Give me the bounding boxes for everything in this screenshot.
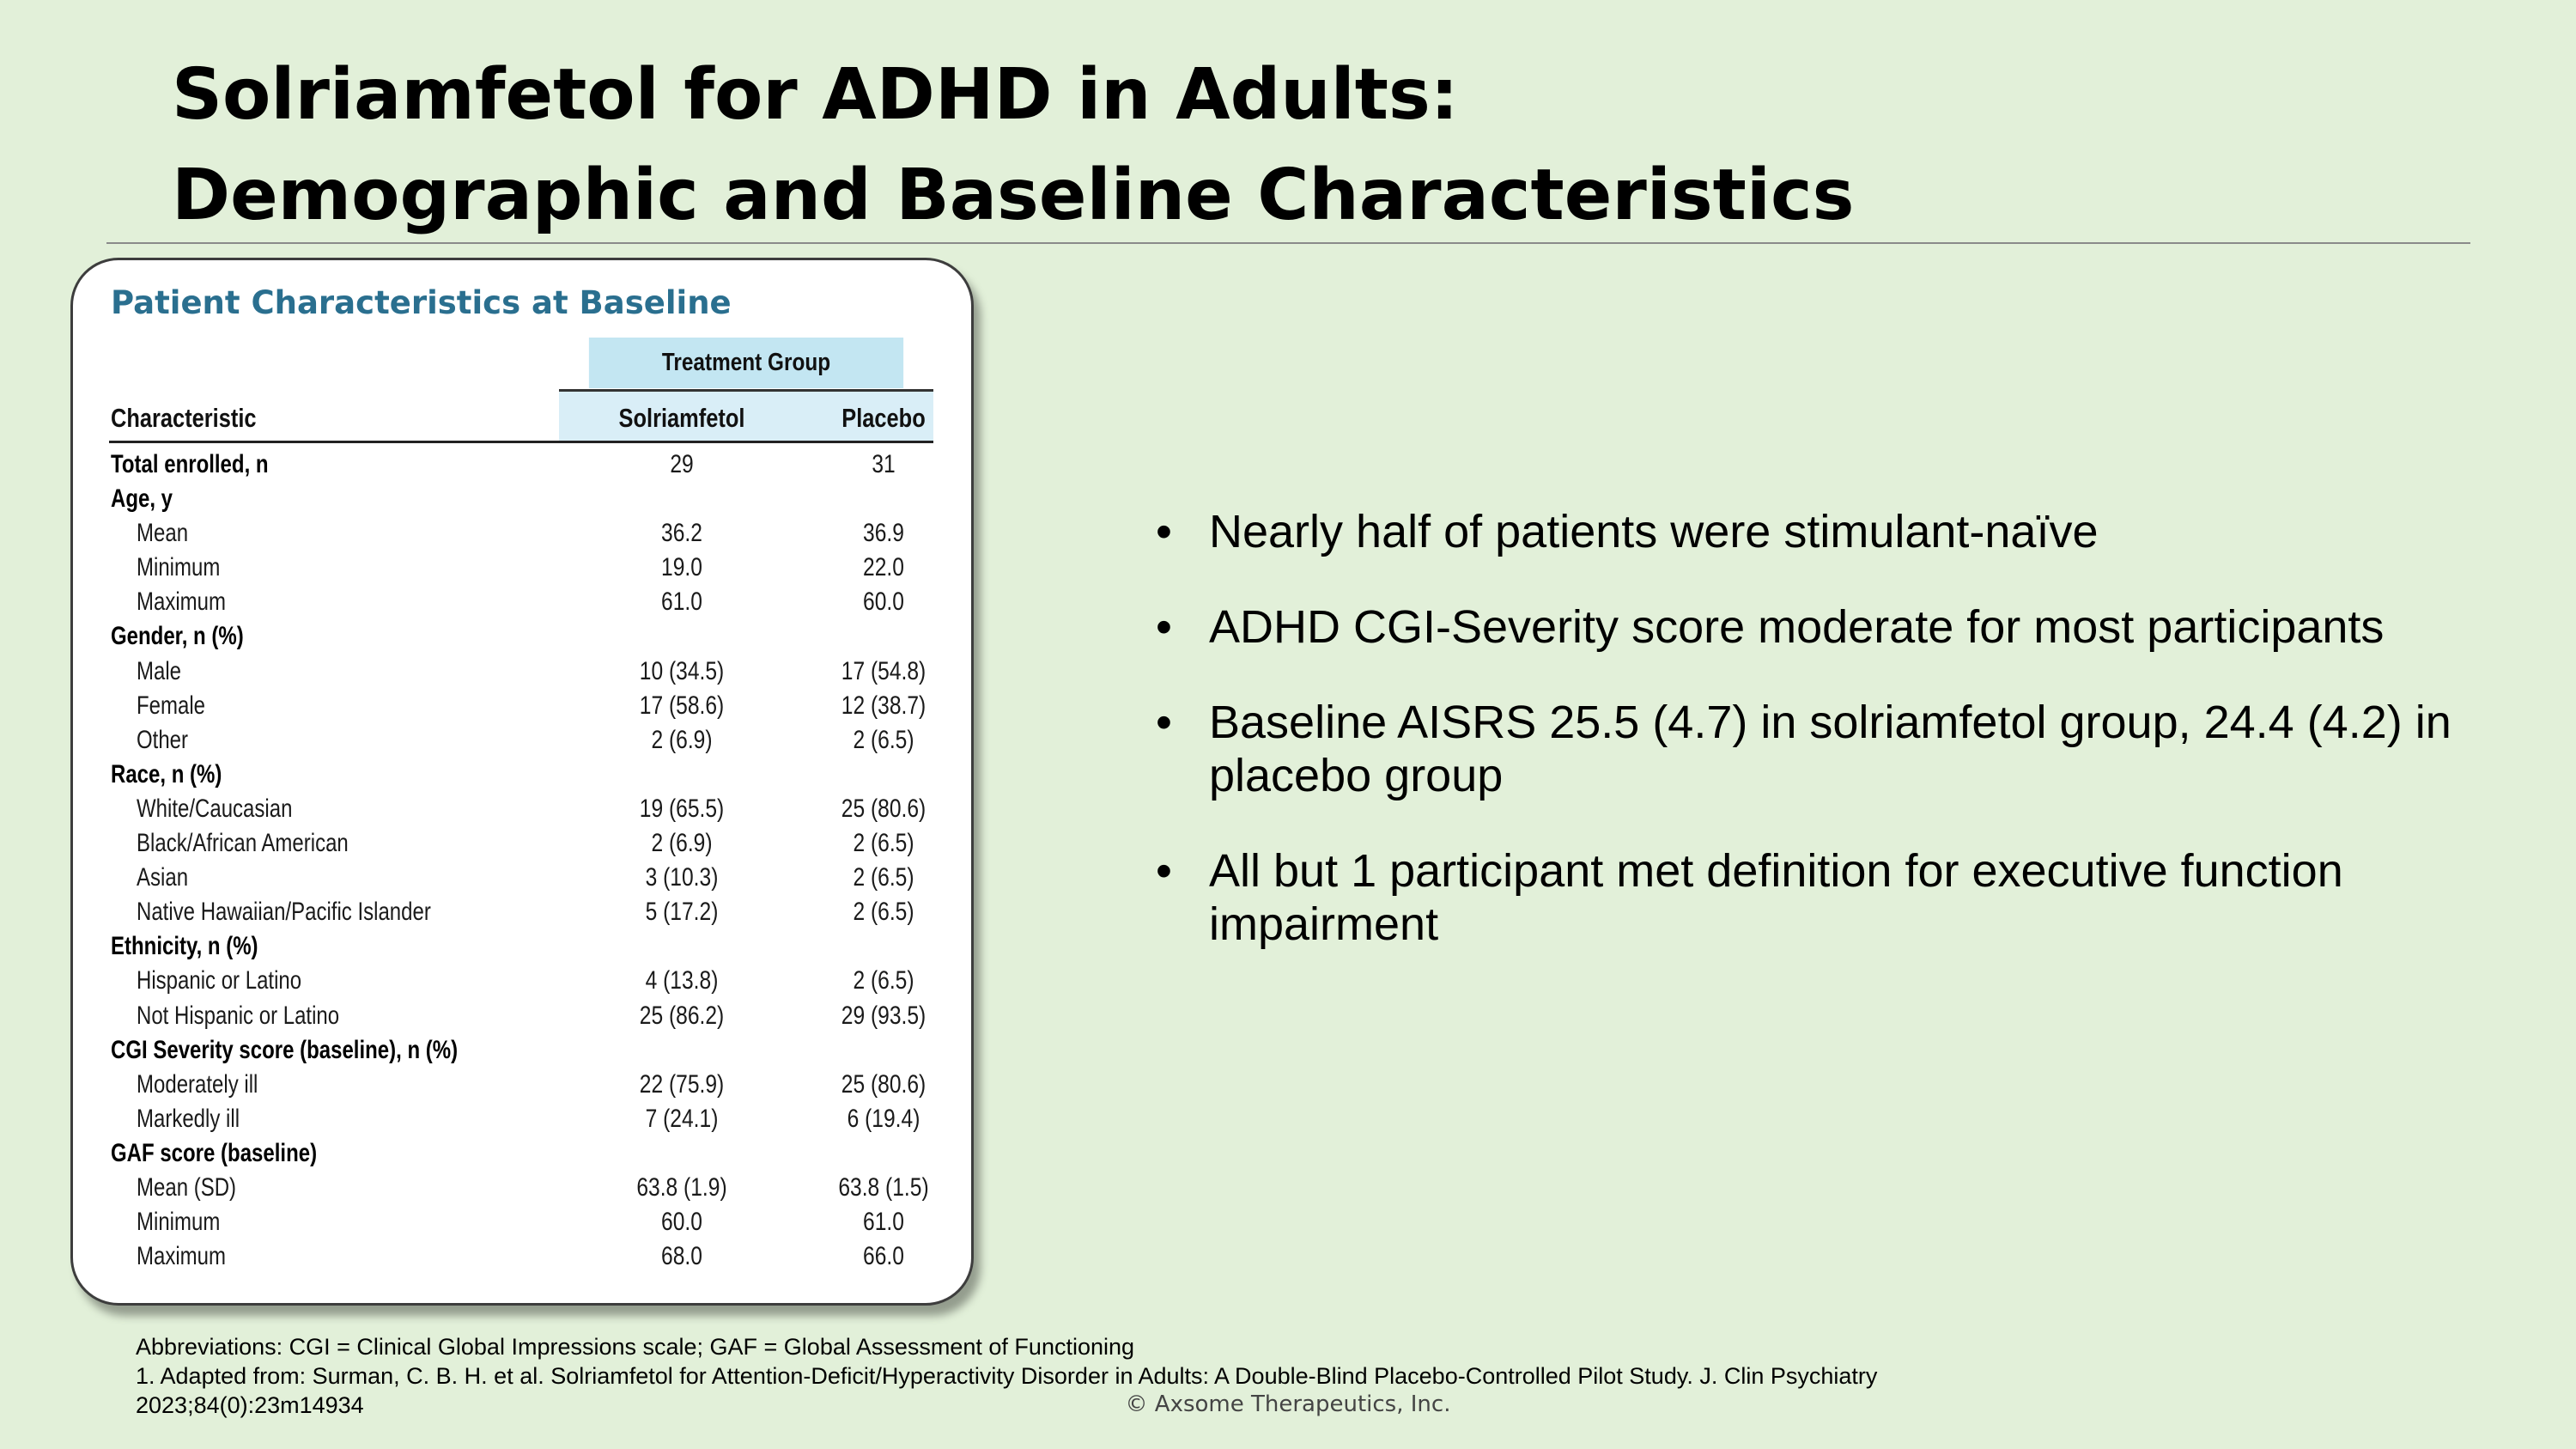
title-divider — [106, 242, 2470, 244]
placebo-value: 17 (54.8) — [841, 656, 927, 685]
bullet-marker: • — [1156, 697, 1172, 748]
slide-title-line-1: Solriamfetol for ADHD in Adults: — [172, 54, 1459, 136]
table-row — [111, 582, 935, 617]
table-row — [111, 1202, 935, 1237]
placebo-value — [813, 1134, 954, 1168]
row-label: Minimum — [137, 1208, 221, 1237]
solriamfetol-value: 36.2 — [661, 519, 702, 548]
baseline-characteristics-table-card — [70, 258, 974, 1306]
table-section-row — [111, 1134, 935, 1168]
row-label: Male — [137, 656, 182, 685]
solriamfetol-value: 3 (10.3) — [645, 863, 719, 892]
table-row — [111, 789, 935, 824]
column-header-solriamfetol: Solriamfetol — [618, 403, 745, 433]
placebo-value — [813, 1031, 954, 1065]
table-row — [111, 721, 935, 755]
solriamfetol-value: 2 (6.9) — [651, 829, 713, 858]
row-label: Maximum — [137, 1242, 227, 1271]
placebo-value: 22.0 — [863, 553, 904, 582]
row-label: Moderately ill — [137, 1069, 258, 1099]
placebo-value: 31 — [872, 450, 896, 478]
solriamfetol-value: 25 (86.2) — [639, 1001, 725, 1030]
row-label: Other — [137, 725, 189, 754]
bullet-text: Baseline AISRS 25.5 (4.7) in solriamfetol group, 24.4 (4.2) in placebo group — [1209, 697, 2451, 801]
placebo-value: 6 (19.4) — [847, 1104, 920, 1133]
bullet-text: Nearly half of patients were stimulant-naïve — [1209, 506, 2099, 557]
row-label: Markedly ill — [137, 1104, 240, 1133]
table-row — [111, 1065, 935, 1099]
solriamfetol-value: 19.0 — [661, 553, 702, 582]
key-findings-list — [1156, 505, 2495, 993]
row-label: Native Hawaiian/Pacific Islander — [137, 898, 431, 927]
solriamfetol-value — [611, 1031, 752, 1065]
solriamfetol-value: 17 (58.6) — [639, 691, 725, 720]
slide-title-line-2: Demographic and Baseline Characteristics — [172, 155, 1855, 236]
solriamfetol-value: 10 (34.5) — [639, 656, 725, 685]
solriamfetol-value — [611, 479, 752, 514]
row-label: Race, n (%) — [111, 759, 222, 788]
reference-line-2: 2023;84(0):23m14934 — [136, 1392, 364, 1418]
table-body — [111, 445, 935, 1271]
row-label: Age, y — [111, 484, 173, 514]
solriamfetol-value: 68.0 — [661, 1242, 702, 1271]
bullet-marker: • — [1156, 601, 1172, 653]
placebo-value: 2 (6.5) — [853, 898, 914, 927]
table-section-row — [111, 755, 935, 789]
table-row — [111, 548, 935, 582]
bullet-item — [1156, 505, 2495, 558]
bullet-text: All but 1 participant met definition for executive function impairment — [1209, 845, 2343, 950]
bullet-marker: • — [1156, 506, 1172, 557]
table-row — [111, 686, 935, 721]
treatment-group-header: Treatment Group — [589, 338, 903, 388]
reference-line-1: 1. Adapted from: Surman, C. B. H. et al. Solriamfetol for Attention-Deficit/Hyperactivity Disorder in Adults: A Double-Blind Placebo-Controlled Pilot Study. J. Clin Psychiatry — [136, 1363, 1878, 1389]
solriamfetol-value — [611, 755, 752, 789]
row-label: Maximum — [137, 588, 227, 617]
solriamfetol-value: 7 (24.1) — [645, 1104, 719, 1133]
solriamfetol-value: 63.8 (1.9) — [636, 1172, 727, 1202]
placebo-value: 29 (93.5) — [841, 1001, 927, 1030]
placebo-value — [813, 617, 954, 651]
row-label: Female — [137, 691, 206, 720]
table-header-rule — [109, 441, 933, 443]
solriamfetol-value: 4 (13.8) — [645, 966, 719, 995]
placebo-value: 25 (80.6) — [841, 794, 927, 823]
solriamfetol-value: 2 (6.9) — [651, 725, 713, 754]
table-row — [111, 1168, 935, 1202]
placebo-value — [813, 479, 954, 514]
table-row — [111, 1237, 935, 1271]
placebo-value — [813, 755, 954, 789]
placebo-value: 66.0 — [863, 1242, 904, 1271]
table-section-row — [111, 617, 935, 651]
bullet-item — [1156, 696, 2495, 802]
bullet-item — [1156, 600, 2495, 654]
placebo-value — [813, 927, 954, 961]
row-label: CGI Severity score (baseline), n (%) — [111, 1035, 459, 1064]
placebo-value: 63.8 (1.5) — [838, 1172, 929, 1202]
placebo-value: 2 (6.5) — [853, 863, 914, 892]
copyright-notice: © Axsome Therapeutics, Inc. — [1125, 1391, 1451, 1417]
table-row — [111, 824, 935, 858]
table-section-row — [111, 1031, 935, 1065]
solriamfetol-value: 61.0 — [661, 588, 702, 617]
row-label: Hispanic or Latino — [137, 966, 302, 995]
row-label: Not Hispanic or Latino — [137, 1001, 340, 1030]
placebo-value: 12 (38.7) — [841, 691, 927, 720]
placebo-value: 2 (6.5) — [853, 829, 914, 858]
bullet-marker: • — [1156, 845, 1172, 897]
row-label: Mean — [137, 519, 189, 548]
placebo-value: 60.0 — [863, 588, 904, 617]
row-label: Total enrolled, n — [111, 450, 269, 478]
row-label: Asian — [137, 863, 189, 892]
row-label: Mean (SD) — [137, 1172, 237, 1202]
row-label: Ethnicity, n (%) — [111, 932, 258, 961]
table-row — [111, 858, 935, 892]
table-section-row — [111, 927, 935, 961]
table-row — [111, 996, 935, 1031]
bullet-text: ADHD CGI-Severity score moderate for most participants — [1209, 601, 2385, 653]
table-row — [111, 892, 935, 927]
row-label: Gender, n (%) — [111, 622, 244, 651]
solriamfetol-value: 5 (17.2) — [645, 898, 719, 927]
solriamfetol-value — [611, 927, 752, 961]
slide-title — [172, 45, 2404, 246]
row-label: GAF score (baseline) — [111, 1138, 318, 1167]
table-section-row — [111, 445, 935, 479]
table-heading: Patient Characteristics at Baseline — [111, 284, 732, 321]
solriamfetol-value: 19 (65.5) — [639, 794, 725, 823]
table-row — [111, 514, 935, 548]
solriamfetol-value: 22 (75.9) — [639, 1069, 725, 1099]
column-header-characteristic: Characteristic — [111, 403, 257, 433]
solriamfetol-value: 60.0 — [661, 1208, 702, 1237]
placebo-value: 2 (6.5) — [853, 725, 914, 754]
placebo-value: 36.9 — [863, 519, 904, 548]
table-row — [111, 652, 935, 686]
solriamfetol-value — [611, 617, 752, 651]
placebo-value: 25 (80.6) — [841, 1069, 927, 1099]
table-row — [111, 961, 935, 995]
solriamfetol-value: 29 — [670, 450, 694, 478]
solriamfetol-value — [611, 1134, 752, 1168]
placebo-value: 2 (6.5) — [853, 966, 914, 995]
bullet-item — [1156, 844, 2495, 951]
table-row — [111, 1099, 935, 1134]
row-label: Minimum — [137, 553, 221, 582]
column-header-placebo: Placebo — [841, 403, 926, 433]
row-label: White/Caucasian — [137, 794, 293, 823]
placebo-value: 61.0 — [863, 1208, 904, 1237]
abbreviations-note: Abbreviations: CGI = Clinical Global Impressions scale; GAF = Global Assessment of Functioning — [136, 1334, 1135, 1360]
table-section-row — [111, 479, 935, 514]
row-label: Black/African American — [137, 829, 349, 858]
